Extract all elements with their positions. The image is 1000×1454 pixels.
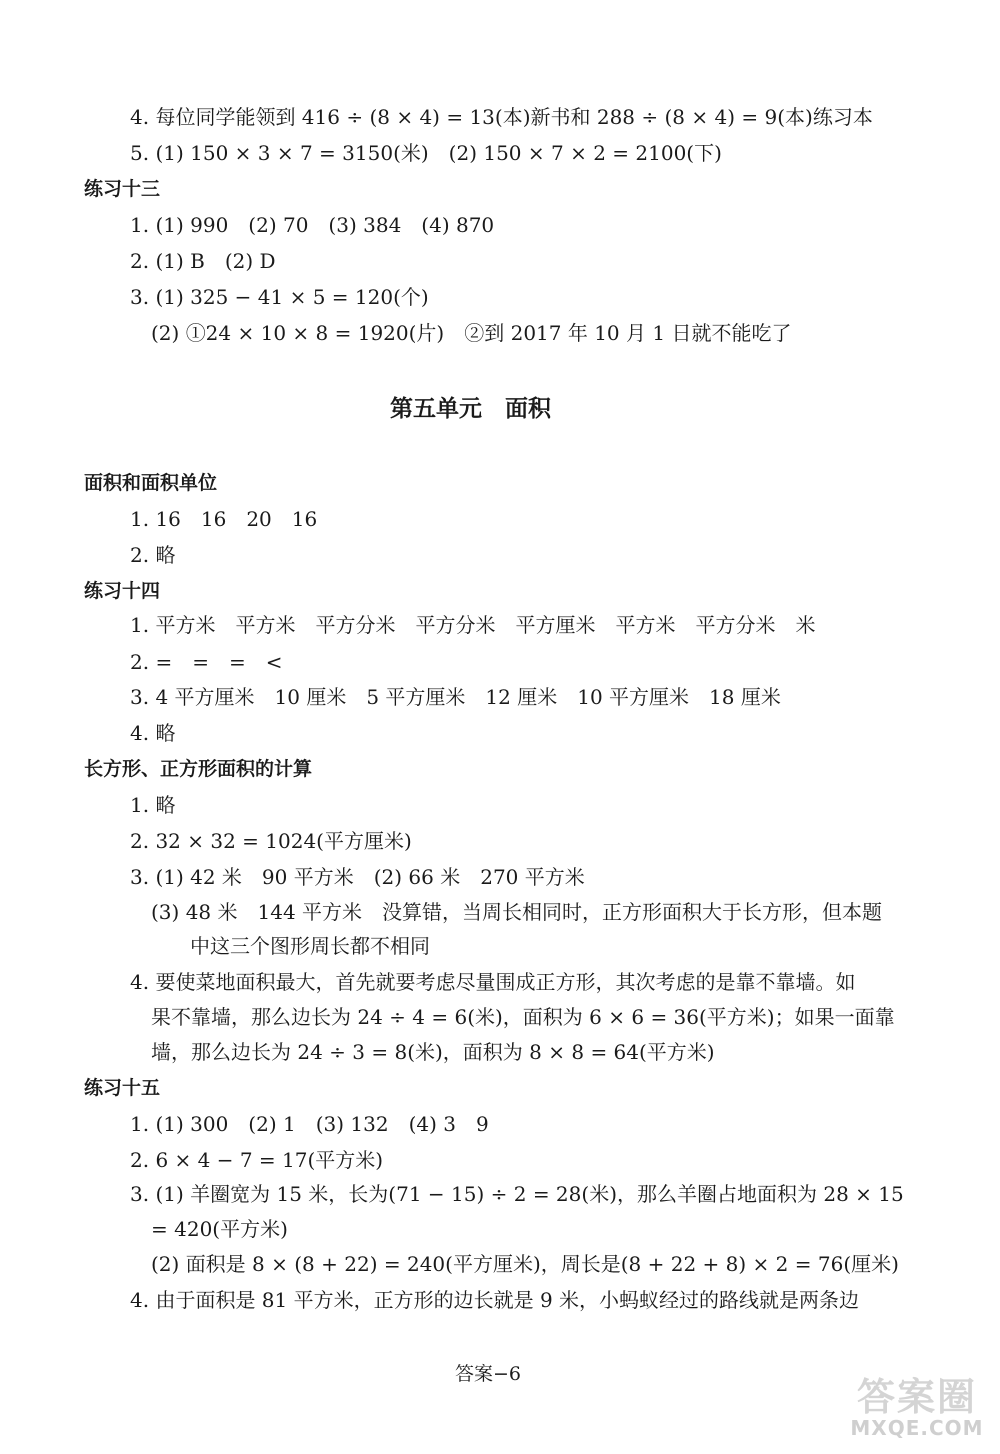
answer-line: 2. (1) B (2) D	[130, 249, 276, 273]
answer-line: 1. 略	[130, 793, 176, 817]
page-number: 答案−6	[455, 1363, 522, 1385]
answer-line: 4. 每位同学能领到 416 ÷ (8 × 4) = 13(本)新书和 288 ÷ (8 × 4) = 9(本)练习本	[130, 105, 873, 129]
section-heading: 练习十四	[84, 580, 161, 602]
watermark-logo	[842, 1366, 992, 1446]
answer-line: 1. (1) 990 (2) 70 (3) 384 (4) 870	[130, 213, 495, 237]
watermark-text: 答案圈	[856, 1375, 977, 1419]
answer-line: 1. 16 16 20 16	[130, 507, 318, 531]
answer-line: 1. 平方米 平方米 平方分米 平方分米 平方厘米 平方米 平方分米 米	[130, 613, 816, 637]
answer-line: 3. (1) 羊圈宽为 15 米，长为(71 − 15) ÷ 2 = 28(米)，那么羊圈占地面积为 28 × 15	[130, 1182, 904, 1206]
answer-line: 2. 6 × 4 − 7 = 17(平方米)	[130, 1148, 384, 1172]
answer-line: 3. (1) 42 米 90 平方米 (2) 66 米 270 平方米	[130, 865, 585, 889]
section-heading: 面积和面积单位	[84, 472, 218, 494]
watermark-url: MXQE.COM	[850, 1416, 984, 1440]
answer-line: 2. 32 × 32 = 1024(平方厘米)	[130, 829, 412, 853]
section-heading: 练习十三	[84, 178, 161, 200]
answer-line: (2) 面积是 8 × (8 + 22) = 240(平方厘米)，周长是(8 + 22 + 8) × 2 = 76(厘米)	[151, 1252, 899, 1276]
answer-line: 4. 由于面积是 81 平方米，正方形的边长就是 9 米，小蚂蚁经过的路线就是两条边	[130, 1288, 860, 1312]
answer-line: (2) ①24 × 10 × 8 = 1920(片) ②到 2017 年 10 月 1 日就不能吃了	[151, 321, 792, 345]
unit-title: 第五单元 面积	[390, 396, 551, 422]
answer-line: 2. 略	[130, 543, 176, 567]
answer-line: 4. 略	[130, 721, 176, 745]
answer-line: 3. 4 平方厘米 10 厘米 5 平方厘米 12 厘米 10 平方厘米 18 厘米	[130, 685, 781, 709]
section-heading: 练习十五	[84, 1077, 161, 1099]
answer-line: 1. (1) 300 (2) 1 (3) 132 (4) 3 9	[130, 1112, 489, 1136]
section-heading: 长方形、正方形面积的计算	[84, 758, 313, 780]
answer-line: 2. = = = <	[130, 650, 283, 674]
answer-line: 中这三个图形周长都不相同	[190, 934, 430, 958]
answer-line: 5. (1) 150 × 3 × 7 = 3150(米) (2) 150 × 7 × 2 = 2100(下)	[130, 141, 722, 165]
answer-line: 4. 要使菜地面积最大，首先就要考虑尽量围成正方形，其次考虑的是靠不靠墙。如	[130, 970, 856, 994]
answer-line: = 420(平方米)	[151, 1217, 288, 1241]
answer-line: 3. (1) 325 − 41 × 5 = 120(个)	[130, 285, 429, 309]
answer-line: 墙，那么边长为 24 ÷ 3 = 8(米)，面积为 8 × 8 = 64(平方米)	[151, 1040, 715, 1064]
answer-line: (3) 48 米 144 平方米 没算错，当周长相同时，正方形面积大于长方形，但本题	[151, 900, 883, 924]
answer-line: 果不靠墙，那么边长为 24 ÷ 4 = 6(米)，面积为 6 × 6 = 36(平方米)；如果一面靠	[151, 1005, 895, 1029]
